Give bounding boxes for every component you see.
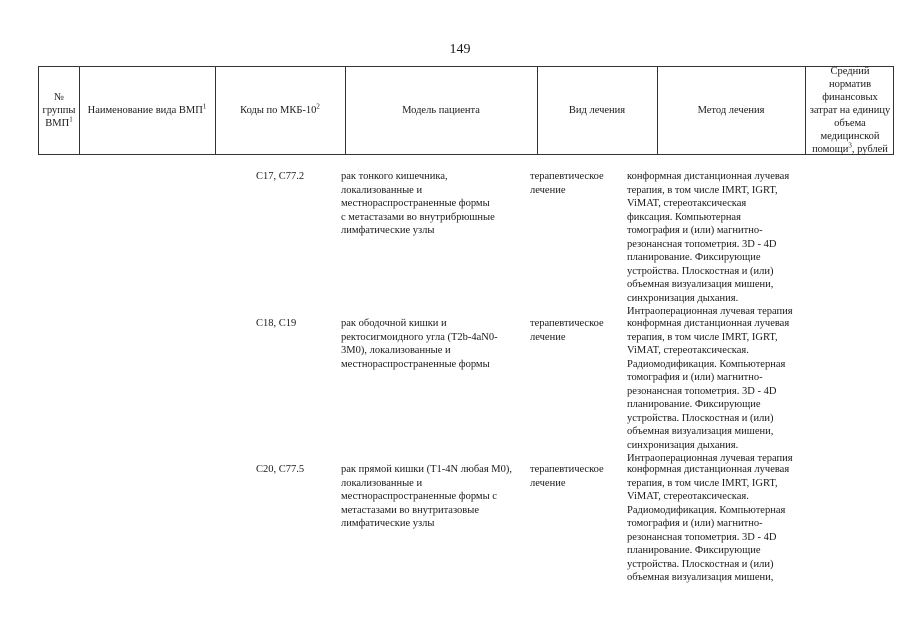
row-1-method-line: фиксация. Компьютерная	[627, 211, 741, 223]
row-3-model	[341, 463, 511, 531]
row-3-method	[627, 463, 803, 585]
row-1-model-line: локализованные и	[341, 184, 423, 196]
row-1-model	[341, 170, 511, 238]
row-1-method-line: конформная дистанционная лучевая	[627, 171, 790, 182]
row-3-method-line: объемная визуализация мишени,	[627, 572, 774, 583]
header-vmp-name-label: Наименование вида ВМП	[87, 105, 203, 116]
row-2-type	[530, 317, 620, 344]
header-icd-codes-label: Коды по МКБ-10	[240, 105, 317, 116]
row-3-method-line: ViMAT, стереотаксическая.	[627, 491, 749, 502]
row-3-method-line: томография и (или) магнитно-	[627, 518, 763, 529]
row-2-type-line: терапевтическое	[530, 318, 604, 329]
row-1-method	[627, 170, 803, 319]
row-2-method-line: ViMAT, стереотаксическая.	[627, 345, 749, 356]
row-3-type-line: терапевтическое	[530, 464, 604, 475]
row-3-codes: C20, C77.5	[256, 464, 305, 475]
row-3-type-line: лечение	[530, 477, 566, 489]
row-1-method-line: резонансная топометрия. 3D - 4D	[627, 238, 777, 250]
row-1-method-line: объемная визуализация мишени,	[627, 279, 774, 290]
row-2-type-line: лечение	[530, 331, 566, 343]
header-treatment-type: Вид лечения	[568, 105, 626, 116]
row-3-method-line: Радиомодификация. Компьютерная	[627, 504, 786, 516]
row-1-model-line: местнораспространенные формы	[341, 198, 490, 209]
header-vmp-name	[79, 67, 215, 154]
row-3-method-line: конформная дистанционная лучевая	[627, 464, 790, 475]
row-2-model-line: 3M0), локализованные и	[341, 345, 451, 356]
row-3-method-line: планирование. Фиксирующие	[627, 545, 761, 556]
table-header	[38, 66, 894, 155]
row-3-model-line: рак прямой кишки (T1-4N любая M0),	[341, 464, 512, 475]
row-1-method-line: ViMAT, стереотаксическая	[627, 198, 747, 209]
row-2-method-line: Интраоперационная лучевая терапия	[627, 453, 793, 464]
header-vmp-name-footnote: 1	[202, 102, 207, 111]
header-group-no	[39, 67, 79, 154]
row-1-method-line: Интраоперационная лучевая терапия	[627, 306, 793, 317]
row-3-method-line: устройства. Плоскостная и (или)	[627, 558, 774, 570]
row-2-method-line: устройства. Плоскостная и (или)	[627, 412, 774, 424]
row-1-method-line: синхронизация дыхания.	[627, 292, 739, 304]
row-2-method	[627, 317, 803, 466]
row-2-method-line: резонансная топометрия. 3D - 4D	[627, 385, 777, 397]
row-2-model-line: местнораспространенные формы	[341, 358, 490, 370]
row-3-model-line: местнораспространенные формы с	[341, 491, 497, 502]
row-1-model-line: с метастазами во внутрибрюшные	[341, 211, 495, 223]
row-2-method-line: Радиомодификация. Компьютерная	[627, 358, 786, 370]
row-1-model-line: рак тонкого кишечника,	[341, 171, 448, 182]
header-cost-norm-unit: , рублей	[851, 144, 888, 155]
row-3-method-line: резонансная топометрия. 3D - 4D	[627, 531, 777, 543]
header-group-no-footnote: 1	[69, 115, 73, 124]
row-2-method-line: объемная визуализация мишени,	[627, 426, 774, 437]
row-1-method-line: томография и (или) магнитно-	[627, 225, 763, 236]
row-1-type	[530, 170, 620, 197]
row-3-type	[530, 463, 620, 490]
page-number: 149	[449, 42, 471, 57]
row-1-codes: C17, C77.2	[256, 171, 305, 182]
row-1-method-line: планирование. Фиксирующие	[627, 252, 761, 263]
row-1-model-line: лимфатические узлы	[341, 225, 435, 236]
row-2-method-line: томография и (или) магнитно-	[627, 372, 763, 383]
header-cost-norm-label: Средний норматив финансовых затрат на единицу объема медицинской помощи	[809, 66, 891, 155]
row-1-method-line: устройства. Плоскостная и (или)	[627, 265, 774, 277]
row-3-method-line: терапия, в том числе IMRT, IGRT,	[627, 477, 778, 489]
header-cost-norm-footnote: 3	[848, 141, 852, 150]
row-1-method-line: терапия, в том числе IMRT, IGRT,	[627, 184, 778, 196]
header-icd-codes	[215, 67, 345, 154]
row-2-method-line: конформная дистанционная лучевая	[627, 318, 790, 329]
row-1-type-line: лечение	[530, 184, 566, 196]
row-2-method-line: планирование. Фиксирующие	[627, 399, 761, 410]
row-2-model	[341, 317, 511, 371]
row-3-model-line: лимфатические узлы	[341, 518, 435, 529]
row-2-model-line: ректосигмоидного угла (T2b-4aN0-	[341, 331, 498, 343]
row-2-method-line: синхронизация дыхания.	[627, 439, 739, 451]
header-icd-codes-footnote: 2	[316, 102, 320, 111]
header-treatment-method: Метод лечения	[697, 105, 765, 116]
row-2-model-line: рак ободочной кишки и	[341, 318, 447, 329]
row-3-model-line: локализованные и	[341, 477, 423, 489]
row-1-type-line: терапевтическое	[530, 171, 604, 182]
row-2-codes: C18, C19	[256, 318, 297, 329]
header-patient-model: Модель пациента	[402, 105, 480, 116]
row-3-model-line: метастазами во внутритазовые	[341, 504, 479, 516]
header-cost-norm	[805, 67, 895, 154]
row-2-method-line: терапия, в том числе IMRT, IGRT,	[627, 331, 778, 343]
header-group-no-label: № группы ВМП	[42, 92, 76, 129]
